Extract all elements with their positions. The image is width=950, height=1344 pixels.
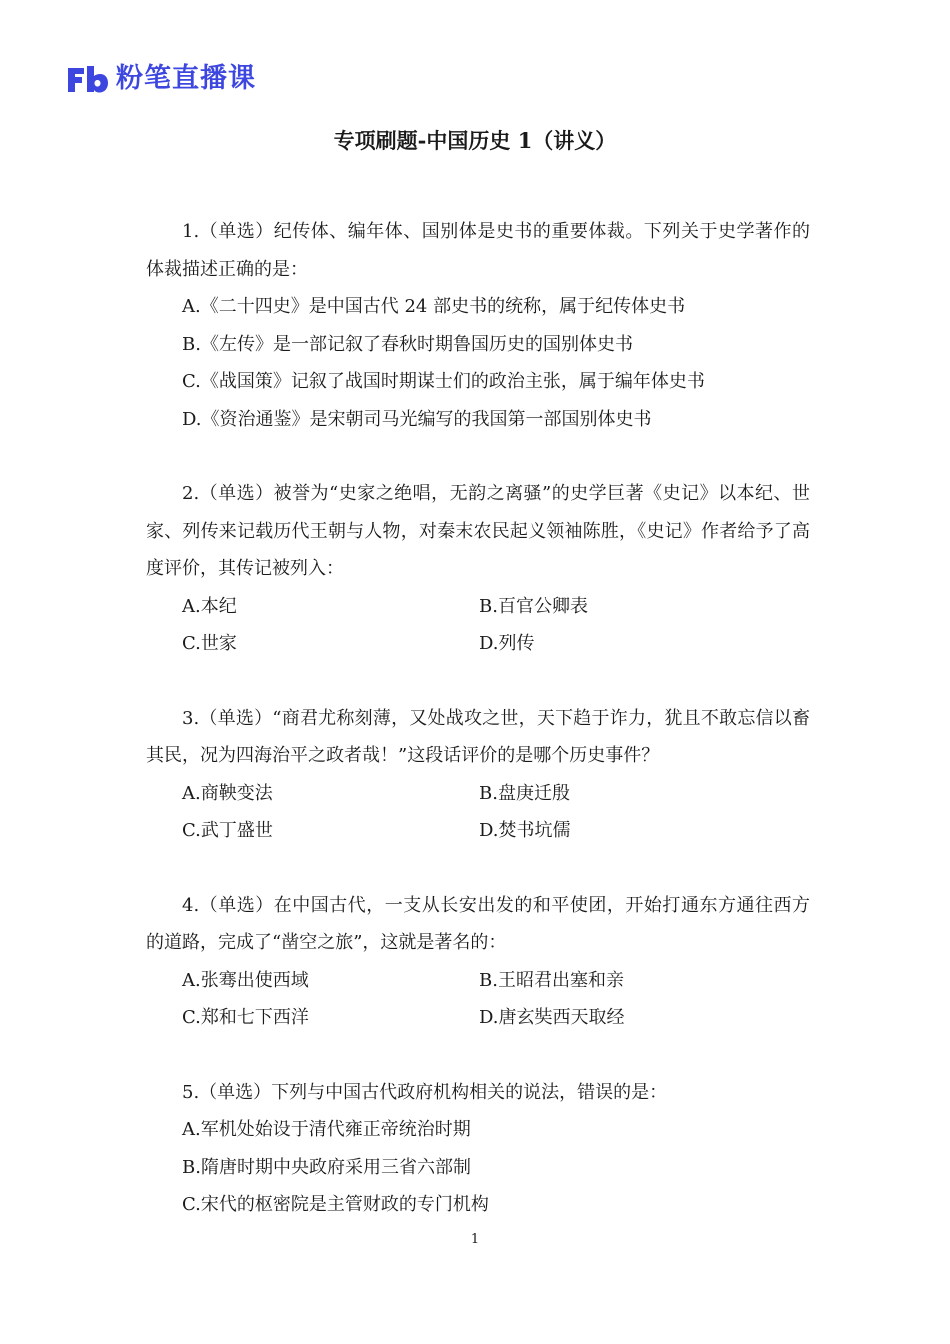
option-row xyxy=(146,812,810,850)
option-row xyxy=(146,288,810,326)
option-row xyxy=(146,999,810,1037)
option-b: B.百官公卿表 xyxy=(479,595,588,617)
option-c: C.世家 xyxy=(182,633,237,654)
option-b: B.王昭君出塞和亲 xyxy=(479,969,624,991)
option-d: D.《资治通鉴》是宋朝司马光编写的我国第一部国别体史书 xyxy=(182,408,652,430)
brand-logo xyxy=(66,62,256,96)
option-d: D.列传 xyxy=(479,633,535,654)
question-3 xyxy=(146,700,810,850)
option-d: D.唐玄奘西天取经 xyxy=(479,1007,625,1028)
option-row xyxy=(146,401,810,439)
brand-name: 粉笔直播课 xyxy=(116,63,256,94)
question-list xyxy=(146,213,810,1261)
document-title: 专项刷题-中国历史 1（讲义） xyxy=(333,128,617,153)
question-stem: 1.（单选）纪传体、编年体、国别体是史书的重要体裁。下列关于史学著作的体裁描述正确的是： xyxy=(146,221,810,280)
question-stem: 4.（单选）在中国古代，一支从长安出发的和平使团，开始打通东方通往西方的道路，完成了“凿空之旅”，这就是著名的： xyxy=(146,894,810,953)
option-b: B.隋唐时期中央政府采用三省六部制 xyxy=(182,1156,471,1178)
page-number: 1 xyxy=(470,1232,480,1247)
option-row xyxy=(146,1186,810,1224)
option-row xyxy=(146,588,810,626)
option-row xyxy=(146,326,810,364)
option-b: B.《左传》是一部记叙了春秋时期鲁国历史的国别体史书 xyxy=(182,333,633,355)
option-a: A.军机处始设于清代雍正帝统治时期 xyxy=(182,1119,471,1140)
option-a: A.《二十四史》是中国古代 24 部史书的统称，属于纪传体史书 xyxy=(182,296,686,317)
option-c: C.宋代的枢密院是主管财政的专门机构 xyxy=(182,1194,489,1215)
option-a: A.本纪 xyxy=(182,595,237,617)
option-row xyxy=(146,1111,810,1149)
option-d: D.焚书坑儒 xyxy=(479,820,571,841)
question-4 xyxy=(146,887,810,1037)
question-2 xyxy=(146,475,810,663)
option-row xyxy=(146,625,810,663)
question-stem: 2.（单选）被誉为“史家之绝唱，无韵之离骚”的史学巨著《史记》以本纪、世家、列传来记载历代王朝与人物，对秦末农民起义领袖陈胜，《史记》作者给予了高度评价，其传记被列入： xyxy=(146,483,810,579)
question-stem: 3.（单选）“商君尤称刻薄，又处战攻之世，天下趋于诈力，犹且不敢忘信以畜其民，况为四海治平之政者哉！”这段话评价的是哪个历史事件？ xyxy=(146,707,810,766)
option-c: C.武丁盛世 xyxy=(182,820,273,841)
question-1 xyxy=(146,213,810,438)
option-row xyxy=(146,363,810,401)
option-c: C.《战国策》记叙了战国时期谋士们的政治主张，属于编年体史书 xyxy=(182,371,705,392)
question-stem: 5.（单选）下列与中国古代政府机构相关的说法，错误的是： xyxy=(182,1081,668,1103)
question-5 xyxy=(146,1074,810,1224)
fb-logo-icon xyxy=(66,64,110,94)
option-row xyxy=(146,775,810,813)
option-row xyxy=(146,1149,810,1187)
option-row xyxy=(146,962,810,1000)
option-c: C.郑和七下西洋 xyxy=(182,1007,309,1028)
option-b: B.盘庚迁殷 xyxy=(479,782,570,804)
option-a: A.商鞅变法 xyxy=(182,782,273,804)
option-a: A.张骞出使西域 xyxy=(182,969,309,991)
